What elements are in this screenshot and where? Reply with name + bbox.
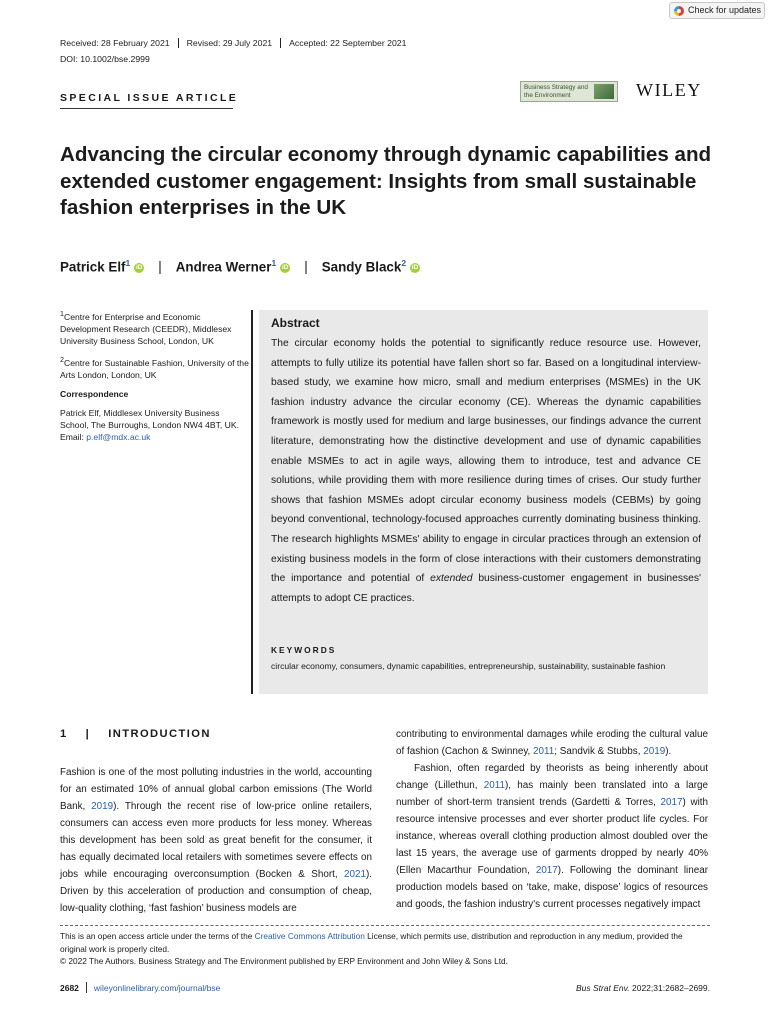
author-affiliation-sup: 1 [271, 258, 277, 268]
footer-divider [86, 982, 87, 993]
abstract-text: The circular economy holds the potential to significantly reduce resource use. However, attempts to fully utilize its potential have fallen short so far. Based on a longitudinal interview-based study, we examine how micro, small and medium enterprises (MSMEs) in the UK fashion industry advance the circular economy (CE). Whereas the dynamic capabilities framework is mostly used for medium and large businesses, our findings advance the current literature, demonstrating how the distinctive development and use of dynamic capabilities enable MSMEs to act in agile ways, allowing them to introduce, test and advance CE solutions, while providing them with more resilience during times of crises. Our study further shows that fashion MSMEs adopt circular economy business models (CEBMs) by going beyond conventional, technology-focused approaches currently dominating business thinking. The research highlights MSMEs' ability to engage in circular practices through an extension of existing business models in the form of close interactions with their customers demonstrating the importance and potential of extended business-customer engagement in businesses' attempts to adopt CE practices. [271, 338, 701, 604]
author[interactable]: Sandy Black$^2$ iD [321, 258, 419, 275]
paragraph: contributing to environmental damages while eroding the cultural value of fashion (Cachon & Swinney, 2011; Sandvik & Stubbs, 2019). [396, 729, 708, 757]
author[interactable]: Andrea Werner$^1$ iD [175, 258, 289, 275]
citation-link[interactable]: 2019 [643, 746, 666, 757]
orcid-icon[interactable]: iD [281, 263, 289, 271]
received-date: Received: 28 February 2021 [60, 38, 170, 48]
page-footer [60, 982, 710, 993]
revised-date: Revised: 29 July 2021 [178, 38, 280, 48]
author-affiliation-sup: 2 [401, 258, 407, 268]
footnote-rule [60, 925, 710, 926]
body-column-right [396, 726, 708, 913]
citation-link[interactable]: 2017 [535, 865, 558, 876]
abstract-rule [251, 310, 253, 694]
license-link[interactable]: Creative Commons Attribution [254, 931, 365, 941]
paragraph: Fashion, often regarded by theorists as being inherently about change (Lillethun, 2011), has mainly been translated into a large number of short-term transient trends (Gardetti & Torres, 2017) with resource intensive processes and ever shorter product life cycles. For instance, whereas overall clothing production almost doubled over the last 15 years, the average use of garments dropped by nearly 40% (Ellen Macarthur Foundation, 2017). Following the dominant linear production models based on ‘take, make, dispose’ logics of resources and goods, the fashion industry's current processes negatively impact [396, 763, 709, 910]
citation-link[interactable]: 2019 [91, 801, 114, 812]
author-affiliation-sup: 1 [125, 258, 131, 268]
section-heading: 1 | INTRODUCTION [60, 728, 211, 740]
doi: DOI: 10.1002/bse.2999 [60, 54, 150, 64]
page-number: 2682 [60, 982, 79, 993]
license-note: This is an open access article under the terms of the Creative Commons Attribution License, which permits use, distribution and reproduction in any medium, provided the original work is properly cited. © 2022 The Authors. Business Strategy and The Environment published by ERP Environment and John Wiley & Sons Ltd. [60, 931, 683, 966]
article-type-rule [60, 108, 233, 109]
orcid-icon[interactable]: iD [411, 263, 419, 271]
check-for-updates-button[interactable] [669, 2, 765, 19]
author[interactable]: Patrick Elf$^1$ iD [60, 258, 143, 275]
author-separator: | [304, 258, 308, 274]
affiliations [60, 308, 250, 450]
correspondence-text: Patrick Elf, Middlesex University Business School, The Burroughs, London NW4 4BT, UK. Email: p.elf@mdx.ac.uk [60, 407, 239, 442]
orcid-icon[interactable]: iD [135, 263, 143, 271]
article-dates [60, 38, 414, 48]
correspondence-heading: Correspondence [60, 388, 129, 399]
author-list [60, 258, 420, 274]
body-column-left: Fashion is one of the most polluting industries in the world, accounting for an estimated 10% of annual global carbon emissions (The World Bank, 2019). Through the recent rise of low-price online retailers, consumers can access even more products for less money. Whereas this development has been sold as great benefit for the consumer, it has equally decimated local retailers with sometimes severe effects on jobs while encouraging overconsumption (Bocken & Short, 2021). Driven by this acceleration of production and consumption of cheap, low-quality clothing, ‘fast fashion’ business models are [60, 767, 372, 914]
citation-link[interactable]: 2011 [483, 780, 505, 791]
journal-logo [520, 81, 618, 102]
affiliation: $^2$Centre for Sustainable Fashion, University of the Arts London, London, UK [60, 355, 249, 380]
citation-link[interactable]: 2021 [343, 869, 366, 880]
article-type: SPECIAL ISSUE ARTICLE [60, 92, 239, 104]
email-link[interactable]: p.elf@mdx.ac.uk [86, 431, 151, 442]
article-title: Advancing the circular economy through dynamic capabilities and extended customer engagement: Insights from small sustainable fashion enterprises in the UK [60, 143, 712, 219]
abstract-heading: Abstract [271, 316, 320, 330]
copyright: © 2022 The Authors. Business Strategy and The Environment published by ERP Environment and John Wiley & Sons Ltd. [60, 956, 508, 966]
check-for-updates-label: Check for updates [688, 5, 762, 15]
accepted-date: Accepted: 22 September 2021 [280, 38, 414, 48]
journal-url-link[interactable]: wileyonlinelibrary.com/journal/bse [93, 982, 221, 993]
journal-citation: Bus Strat Env. 2022;31:2682–2699. [575, 982, 710, 993]
citation-link[interactable]: 2017 [660, 797, 683, 808]
keywords-text: circular economy, consumers, dynamic capabilities, entrepreneurship, sustainability, sustainable fashion [271, 661, 666, 671]
keywords-heading: KEYWORDS [271, 645, 337, 655]
journal-logo-image [594, 84, 614, 99]
journal-logo-text: Business Strategy and the Environment [524, 84, 588, 99]
publisher-logo: WILEY [636, 80, 702, 100]
affiliation: $^1$Centre for Enterprise and Economic Development Research (CEEDR), Middlesex University Business School, London, UK [60, 310, 232, 346]
crossmark-icon [674, 6, 684, 16]
author-separator: | [158, 258, 162, 274]
citation-link[interactable]: 2011 [533, 746, 555, 757]
